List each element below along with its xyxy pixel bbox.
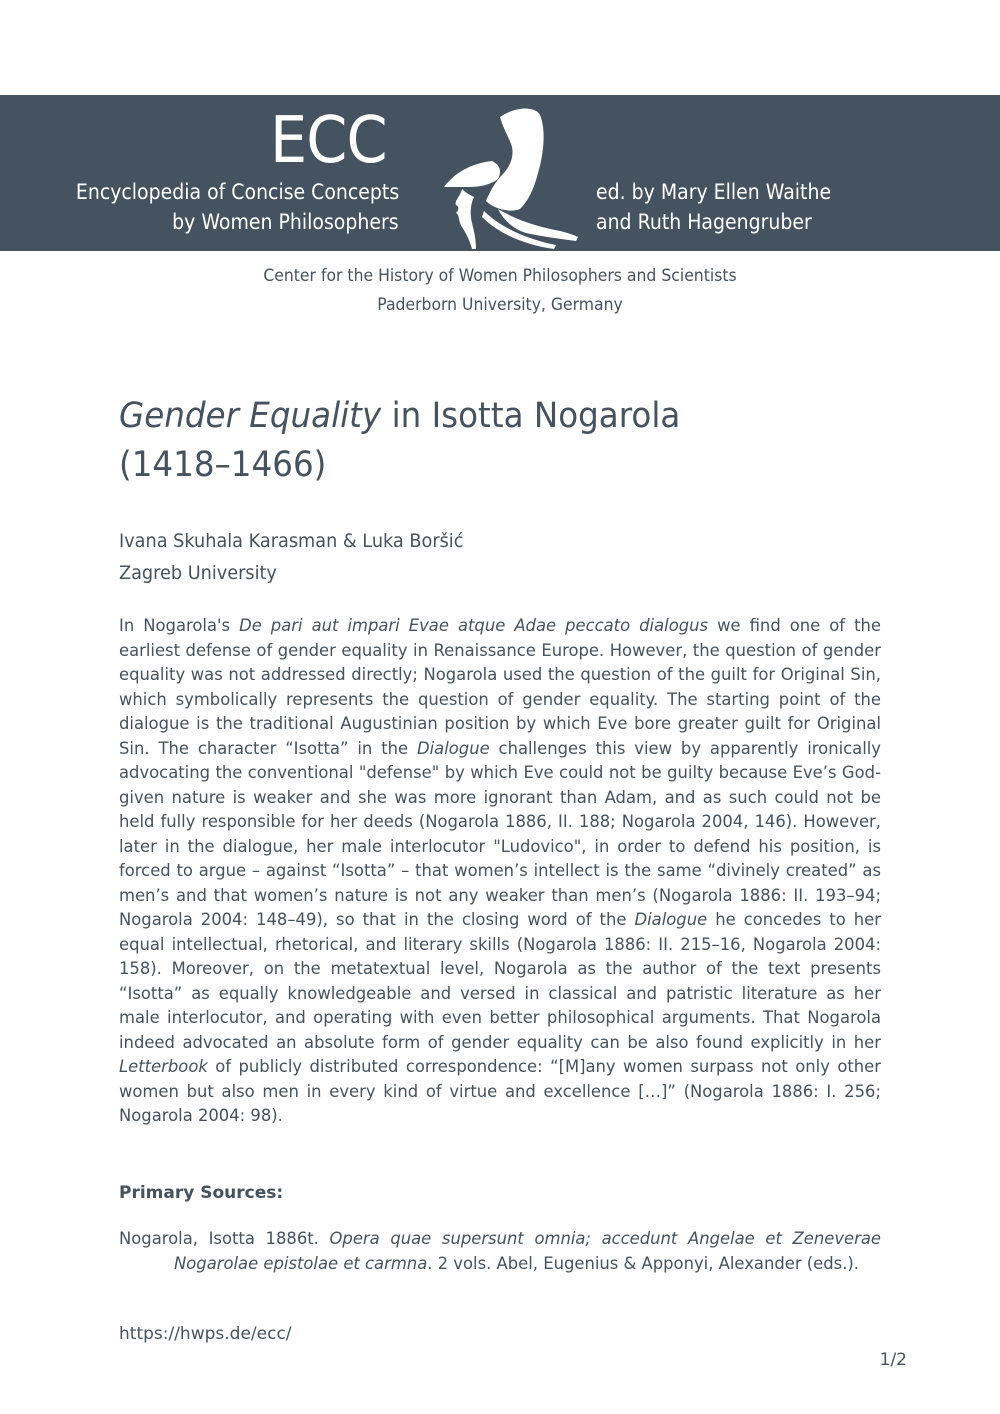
primary-sources-heading: Primary Sources: — [119, 1183, 284, 1203]
title-rest: in Isotta Nogarola — [381, 396, 681, 436]
entry-author: Nogarola, Isotta 1886t. — [119, 1229, 330, 1248]
ecc-logo-text: ECC — [270, 104, 387, 178]
body-text-segment: he concedes to her equal intellectual, rhetorical, and literary skills (Nogarola 1886: II. 215–16, Nogarola 2004: 158). Moreover, on the metatextual level, Nogarola as the author of the text presents “Isotta” as equally knowledgeable and versed in classical and patristic literature as her male interlocutor, and operating with even better philosophical arguments. That Nogarola indeed advocated an absolute form of gender equality can be also found explicitly in her — [119, 910, 882, 1052]
helmeted-head-icon — [440, 101, 580, 251]
entry-title: Opera quae supersunt omnia; accedunt Angelae et Zeneverae Nogarolae epistolae et carmna — [174, 1229, 881, 1273]
title-italic: Gender Equality — [119, 396, 382, 436]
body-text-segment: In Nogarola's — [119, 616, 240, 635]
body-italic-title: Letterbook — [119, 1057, 208, 1076]
body-italic-title: Dialogue — [634, 910, 708, 929]
body-italic-title: Dialogue — [416, 738, 490, 758]
bibliography-entry — [119, 1227, 881, 1276]
article-body — [119, 614, 881, 1129]
article-affiliation: Zagreb University — [119, 562, 277, 584]
header-banner — [0, 95, 1000, 251]
footer-url-link[interactable]: https://hwps.de/ecc/ — [119, 1324, 292, 1344]
body-text-segment: challenges this view by apparently ironically advocating the conventional "defense" by which Eve could not be guilty because Eve’s God-given nature is weaker and she was more ignorant than Adam, and as such could not be held fully responsible for her deeds (Nogarola 1886, II. 188; Nogarola 2004, 146). However, later in the dialogue, her male interlocutor "Ludovico", in order to defend his position, is forced to argue – against “Isotta” – that women’s intellect is the same “divinely created” as men’s and that women’s nature is not any weaker than men’s (Nogarola 1886: II. 193–94; Nogarola 2004: 148–49), so that in the closing word of the — [119, 738, 881, 929]
body-text-segment: of publicly distributed correspondence: “[M]any women surpass not only other women but also men in every kind of virtue and excellence […]” (Nogarola 1886: I. 256; Nogarola 2004: 98). — [119, 1057, 881, 1125]
series-title-line1: Encyclopedia of Concise Concepts — [75, 180, 399, 204]
body-italic-title: De pari aut impari Evae atque Adae peccato dialogus — [239, 616, 709, 635]
body-text-segment: we find one of the earliest defense of gender equality in Renaissance Europe. However, the question of gender equality was not addressed directly; Nogarola used the question of the guilt for Original Sin, which symbolically represents the question of gender equality. The starting point of the dialogue is the traditional Augustinian position by which Eve bore greater guilt for Original Sin. The character “Isotta” in the — [119, 616, 882, 758]
page-number: 1/2 — [879, 1350, 907, 1370]
editors-line1: ed. by Mary Ellen Waithe — [596, 180, 832, 204]
title-dates: (1418–1466) — [119, 445, 327, 485]
entry-details: . 2 vols. Abel, Eugenius & Apponyi, Alexander (eds.). — [427, 1253, 860, 1273]
article-title — [119, 392, 826, 490]
institution-location: Paderborn University, Germany — [377, 295, 623, 315]
series-title-line2: by Women Philosophers — [172, 210, 399, 234]
institution-name: Center for the History of Women Philosophers and Scientists — [263, 266, 737, 286]
editors-line2: and Ruth Hagengruber — [596, 210, 812, 234]
article-authors: Ivana Skuhala Karasman & Luka Boršić — [119, 530, 464, 552]
